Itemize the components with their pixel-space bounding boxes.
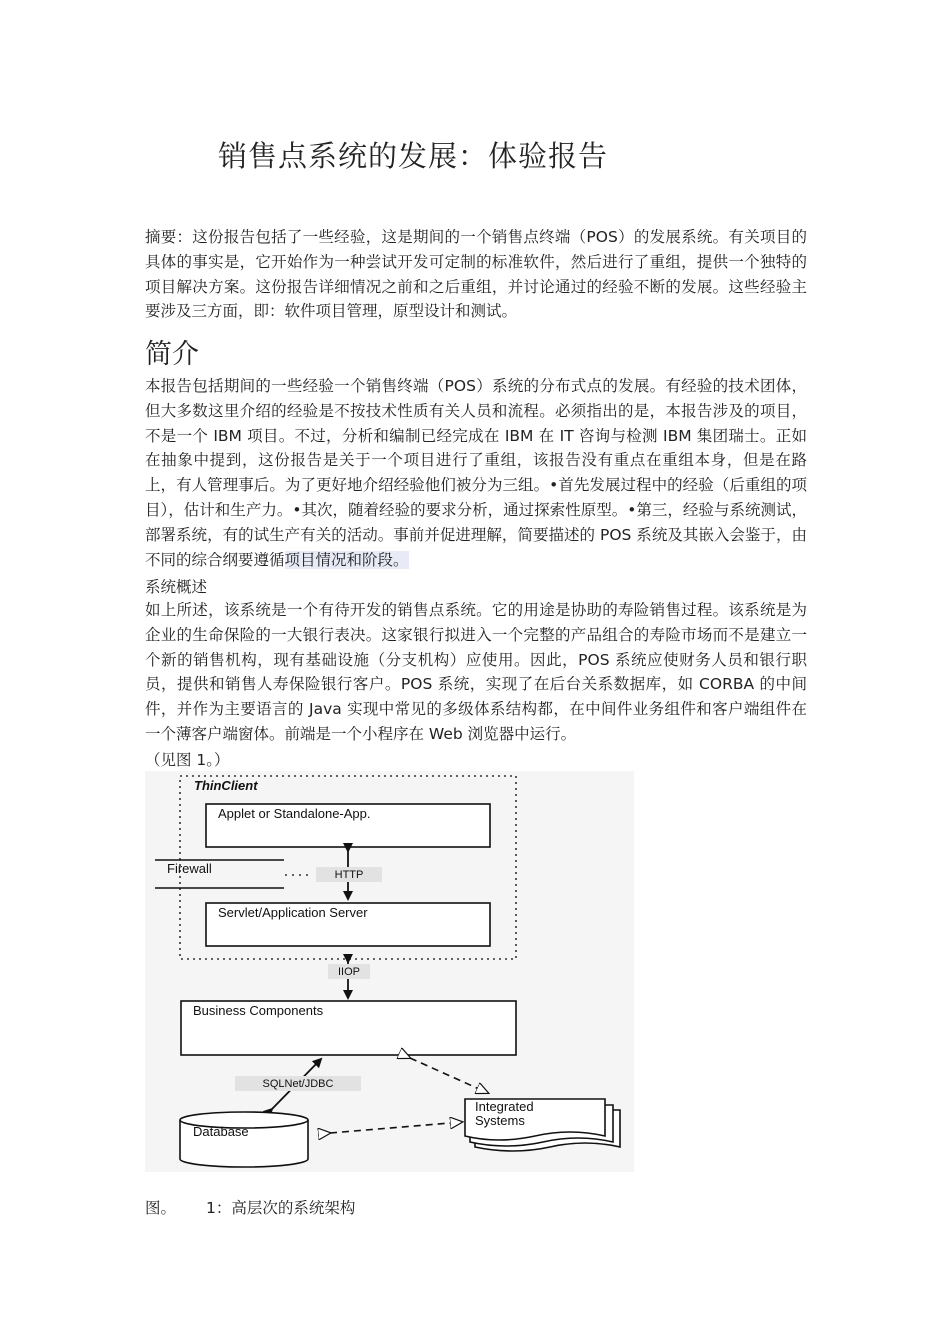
- figure-caption: [145, 1196, 355, 1218]
- sqlnet-label: SQLNet/JDBC: [262, 1078, 334, 1090]
- page-title: 销售点系统的发展：体验报告: [218, 139, 609, 173]
- thin-client-label: ThinClient: [194, 778, 258, 793]
- iiop-label: IIOP: [337, 966, 361, 978]
- figure-reference: （见图 1。）: [145, 751, 230, 769]
- intro-heading: 简介: [145, 339, 199, 370]
- database-integrated-arrow: [330, 1122, 462, 1133]
- integrated-systems-label-line2: Systems: [475, 1113, 525, 1128]
- firewall-label: Firewall: [167, 861, 212, 876]
- overview-paragraph: 如上所述，该系统是一个有待开发的销售点系统。它的用途是协助的寿险销售过程。该系统是为企业的生命保险的一大银行表决。这家银行拟进入一个完整的产品组合的寿险市场而不是建立一个新的销售机构，现有基础设施（分支机构）应使用。因此，POS 系统应使财务人员和银行职员，提供和销售人寿保险银行客户。POS 系统，实现了在后台关系数据库，如 CORBA 的中间件，并作为主要语言的 Java 实现中常见的多级体系结构都，在中间件业务组件和客户端组件在一个薄客户端窗体。前端是一个小程序在 Web 浏览器中运行。: [145, 601, 807, 743]
- abstract-paragraph: 摘要：这份报告包括了一些经验，这是期间的一个销售点终端（POS）的发展系统。有关项目的具体的事实是，它开始作为一种尝试开发可定制的标准软件，然后进行了重组，提供一个独特的项目解决方案。这份报告详细情况之前和之后重组，并讨论通过的经验不断的发展。这些经验主要涉及三方面，即：软件项目管理，原型设计和测试。: [145, 228, 807, 321]
- caption-prefix: 图。: [145, 1199, 177, 1217]
- business-integrated-arrow: [410, 1058, 488, 1093]
- servlet-box-label: Servlet/Application Server: [218, 905, 368, 920]
- caption-number: 1: [206, 1199, 216, 1217]
- database-cylinder: [180, 1112, 308, 1167]
- overview-heading: 系统概述: [145, 578, 208, 596]
- database-label: Database: [193, 1124, 249, 1139]
- http-label: HTTP: [334, 869, 364, 881]
- intro-text: 本报告包括期间的一些经验一个销售终端（POS）系统的分布式点的发展。有经验的技术团体，但大多数这里介绍的经验是不按技术性质有关人员和流程。必须指出的是，本报告涉及的项目，不是一个 IBM 项目。不过，分析和编制已经完成在 IBM 在 IT 咨询与检测 IBM 集团瑞士。正如在抽象中提到，这份报告是关于一个项目进行了重组，该报告没有重点在重组本身，但是在路上，有人管理事后。为了更好地介绍经验他们被分为三组。•首先发展过程中的经验（后重组的项目），估计和生产力。•其次，随着经验的要求分析，通过探索性原型。•第三，经验与系统测试，部署系统，有的试生产有关的活动。事前并促进理解，简要描述的 POS 系统及其嵌入会鉴于，由不同的综合纲要遵循: [145, 377, 807, 569]
- architecture-diagram: [145, 771, 634, 1172]
- caption-text: ：高层次的系统架构: [215, 1199, 356, 1217]
- business-components-label: Business Components: [193, 1003, 324, 1018]
- integrated-systems-label-line1: Integrated: [475, 1099, 534, 1114]
- intro-highlight: 项目情况和阶段。: [284, 550, 409, 569]
- applet-box-label: Applet or Standalone-App.: [218, 806, 371, 821]
- intro-paragraph: [145, 374, 807, 572]
- architecture-figure: [145, 771, 634, 1172]
